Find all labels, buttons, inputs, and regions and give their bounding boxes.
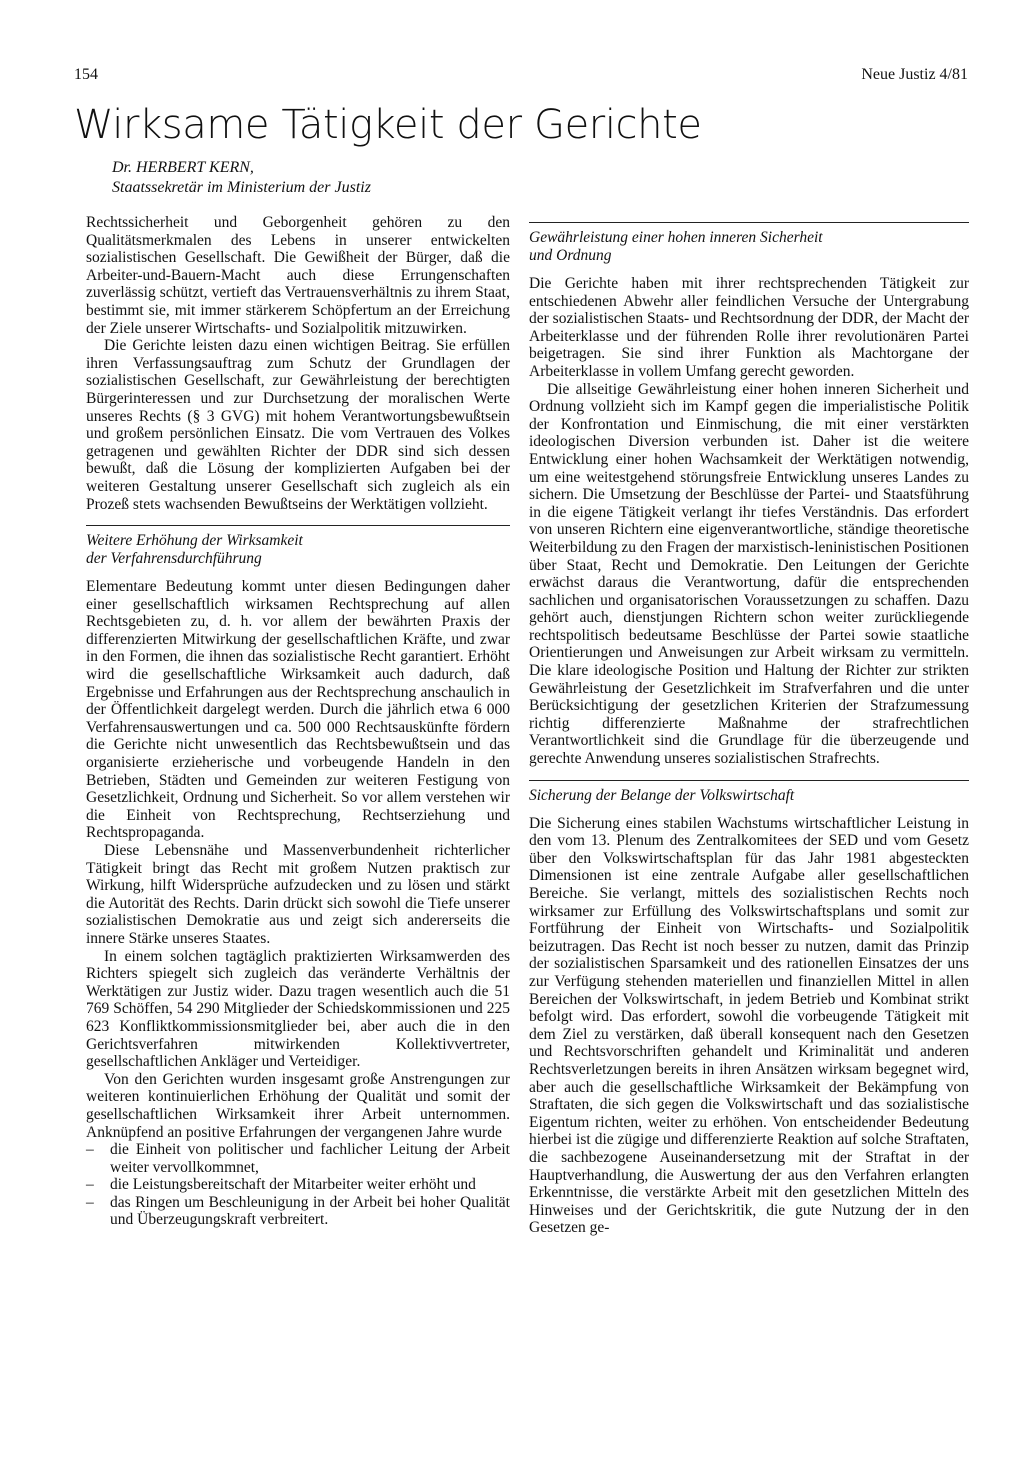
paragraph: Elementare Bedeutung kommt unter diesen Bedingungen daher einer gesellschaftlich wirksamen Rechtsprechung auf allen Rechtsgebieten zu, d. h. vor allem der bewährten Praxis der differenzierten Mitwirkung der gesellschaftlichen Kräfte, und zwar in den Formen, die ihnen das sozialistische Recht garantiert. Erhöht wird die gesellschaftliche Wirksamkeit auch dadurch, daß Ergebnisse und Erfahrungen aus der Rechtsprechung anschaulich in der Öffentlichkeit dargelegt werden. Durch die jährlich etwa 6 000 Verfahrensauswertungen und ca. 500 000 Rechtsauskünfte fördern die Gerichte nicht unwesentlich das Rechtsbewußtsein und das organisierte erzieherische und vorbeugende Handeln in den Betrieben, Städten und Gemeinden zur weiteren Festigung von Gesetzlichkeit, Ordnung und Sicherheit. So vor allem verstehen wir die Einheit von Rechtsprechung, Rechtserziehung und Rechtspropaganda. (86, 578, 510, 842)
paragraph: Die allseitige Gewährleistung einer hohen inneren Sicherheit und Ordnung vollzieht sich im Kampf gegen die imperialistische Politik der Konfrontation und Einmischung, die mit einer verstärkten ideologischen Diversion verbunden ist. Daher ist die weitere Entwicklung einer hohen Wachsamkeit der Werktätigen notwendig, um eine weitestgehend störungsfreie Entwicklung unseres Landes zu sichern. Die Umsetzung der Beschlüsse der Partei- und Staatsführung in die eigene Tätigkeit verlangt ihr tiefes Verständnis. Das erfordert von unseren Richtern eine eigenverantwortliche, ständige theoretische Weiterbildung zu den Fragen der marxistisch-leninistischen Positionen über Staat, Recht und Demokratie. Den Leitungen der Gerichte erwächst daraus die Verantwortung, dafür die entsprechenden sachlichen und organisatorischen Voraussetzungen zu schaffen. Dazu gehört auch, dienstjungen Richtern schon weiter zurückliegende rechtspolitisch bedeutsame Beschlüsse der Partei sowie staatliche Orientierungen und Anweisungen zur Arbeit wirksam zu vermitteln. Die klare ideologische Position und Haltung der Richter zur strikten Gewährleistung der Gesetzlichkeit im Strafverfahren und die unter Berücksichtigung der gesetzlichen Kriterien der Strafzumessung richtig differenzierte Maßnahme der strafrechtlichen Verantwortlichkeit sind die Grundlage für die überzeugende und gerechte Anwendung unseres sozialistischen Strafrechts. (529, 380, 969, 768)
section-heading-line: der Verfahrensdurchführung (86, 550, 262, 568)
author-block (112, 158, 371, 198)
list-item (86, 1141, 510, 1176)
section-heading-line: Gewährleistung einer hohen inneren Sicherheit (529, 229, 823, 246)
bullet-dash: – (86, 1193, 94, 1211)
list-item-text: das Ringen um Beschleunigung in der Arbeit bei hoher Qualität und Überzeugungskraft verbreitert. (110, 1193, 510, 1229)
paragraph: Rechtssicherheit und Geborgenheit gehören zu den Qualitätsmerkmalen des Lebens in unserer entwickelten sozialistischen Gesellschaft. Die Gewißheit der Bürger, daß die Arbeiter-und-Bauern-Macht auch diese Errungenschaften zuverlässig schützt, vertieft das Vertrauensverhältnis zu ihrem Staat, bestimmt sie, mit immer stärkerem Schöpfertum an der Erreichung der Ziele unserer Wirtschafts- und Sozialpolitik mitzuwirken. (86, 214, 510, 337)
page-number: 154 (74, 66, 98, 83)
section-heading-line: und Ordnung (529, 247, 612, 264)
paragraph: Diese Lebensnähe und Massenverbundenheit richterlicher Tätigkeit bringt das Recht mit großem Nutzen praktisch zur Wirkung, hilft Widersprüche aufzudecken und zu lösen und stärkt die Autorität des Rechts. Darin drückt sich sowohl die Tiefe unserer sozialistischen Demokratie aus und zeigt sich andererseits die innere Stärke unseres Staates. (86, 842, 510, 947)
section-heading (529, 222, 969, 265)
list-item (86, 1176, 510, 1194)
right-column (529, 222, 969, 1237)
paragraph: Von den Gerichten wurden insgesamt große Anstrengungen zur weiteren kontinuierlichen Erhöhung der Qualität und somit der gesellschaftlichen Wirksamkeit ihrer Arbeit unternommen. Anknüpfend an positive Erfahrungen der vergangenen Jahre wurde (86, 1070, 510, 1141)
section-heading-line: Weitere Erhöhung der Wirksamkeit (86, 532, 303, 550)
left-column (86, 214, 510, 1229)
bullet-list (86, 1141, 510, 1229)
running-head (74, 66, 968, 88)
list-item (86, 1194, 510, 1229)
paragraph: Die Sicherung eines stabilen Wachstums wirtschaftlicher Leistung in den vom 13. Plenum des Zentralkomitees der SED und vom Gesetz über den Volkswirtschaftsplan für das Jahr 1981 abgesteckten Dimensionen ist eine zentrale Aufgabe aller gesellschaftlichen Bereiche. Sie verlangt, mittels des sozialistischen Rechts noch wirksamer zur Erfüllung des Volkswirtschaftsplans und somit zur Fortführung der Einheit von Wirtschafts- und Sozialpolitik beizutragen. Das Recht ist noch besser zu nutzen, damit das Prinzip der sozialistischen Sparsamkeit und des rationellen Einsatzes der uns zur Verfügung stehenden materiellen und finanziellen Mittel in allen Bereichen der Volkswirtschaft, in jedem Betrieb und Kombinat strikt befolgt wird. Das erfordert, sowohl die vorbeugende Tätigkeit mit dem Ziel zu verstärken, daß überall konsequent nach den Gesetzen und Rechtsvorschriften gehandelt und Kriminalität und anderen Rechtsverletzungen bereits in ihren Ansätzen wirksam begegnet wird, aber auch die gesellschaftliche Wirksamkeit der Bekämpfung von Straftaten, die sich gegen die Volkswirtschaft und das sozialistische Eigentum richten, weiter zu erhöhen. Von entscheidender Bedeutung hierbei ist die zügige und differenzierte Reaktion auf solche Straftaten, die sachbezogene Auseinandersetzung mit der Straftat in der Hauptverhandlung, die Auswertung der aus den Verfahren erlangten Erkenntnisse, die verstärkte Arbeit mit den gesetzlichen Mitteln des Hinweises und der Gerichtskritik, die gute Nutzung der in den Gesetzen ge- (529, 814, 969, 1237)
author-name: Dr. HERBERT KERN, (112, 159, 254, 176)
list-item-text: die Leistungsbereitschaft der Mitarbeiter weiter erhöht und (110, 1176, 476, 1194)
paragraph: Die Gerichte haben mit ihrer rechtsprechenden Tätigkeit zur entschiedenen Abwehr aller feindlichen Versuche der Untergrabung der sozialistischen Staats- und Rechtsordnung der DDR, der Macht der Arbeiterklasse und der führenden Rolle ihrer revolutionären Partei beigetragen. Sie sind ihrer Funktion als Machtorgane der Arbeiterklasse in vollem Umfang gerecht geworden. (529, 275, 969, 380)
section-heading-line: Sicherung der Belange der Volkswirtschaft (529, 786, 795, 804)
section-heading (86, 525, 510, 568)
paragraph: Die Gerichte leisten dazu einen wichtigen Beitrag. Sie erfüllen ihren Verfassungsauftrag zum Schutz der Grundlagen der sozialistischen Gesellschaft, zur Gewährleistung der berechtigten Bürgerinteressen und zur Durchsetzung der moralischen Werte unseres Rechts (§ 3 GVG) mit hohem Verantwortungsbewußtsein und großem persönlichen Einsatz. Die vom Vertrauen des Volkes getragenen und gewählten Richter der DDR sind sich dessen bewußt, daß die Lösung der komplizierten Aufgaben bei der weiteren Gestaltung unserer Gesellschaft sich zugleich als ein Prozeß stets wachsenden Bewußtseins der Werktätigen vollzieht. (86, 337, 510, 513)
section-heading (529, 780, 969, 805)
author-role: Staatssekretär im Ministerium der Justiz (112, 179, 371, 196)
bullet-dash: – (86, 1176, 94, 1194)
article-title: Wirksame Tätigkeit der Gerichte (74, 102, 702, 148)
bullet-dash: – (86, 1141, 94, 1159)
journal-reference: Neue Justiz 4/81 (861, 66, 968, 83)
paragraph: In einem solchen tagtäglich praktizierten Wirksamwerden des Richters spiegelt sich zugleich das veränderte Verhältnis der Werktätigen zur Justiz wider. Dazu tragen wesentlich auch die 51 769 Schöffen, 54 290 Mitglieder der Schiedskommissionen und 225 623 Konfliktkommissionsmitglieder bei, aber auch die in den Gerichtsverfahren mitwirkenden Kollektivvertreter, gesellschaftlichen Ankläger und Verteidiger. (86, 947, 510, 1071)
list-item-text: die Einheit von politischer und fachlicher Leitung der Arbeit weiter vervollkommnet, (110, 1141, 510, 1176)
